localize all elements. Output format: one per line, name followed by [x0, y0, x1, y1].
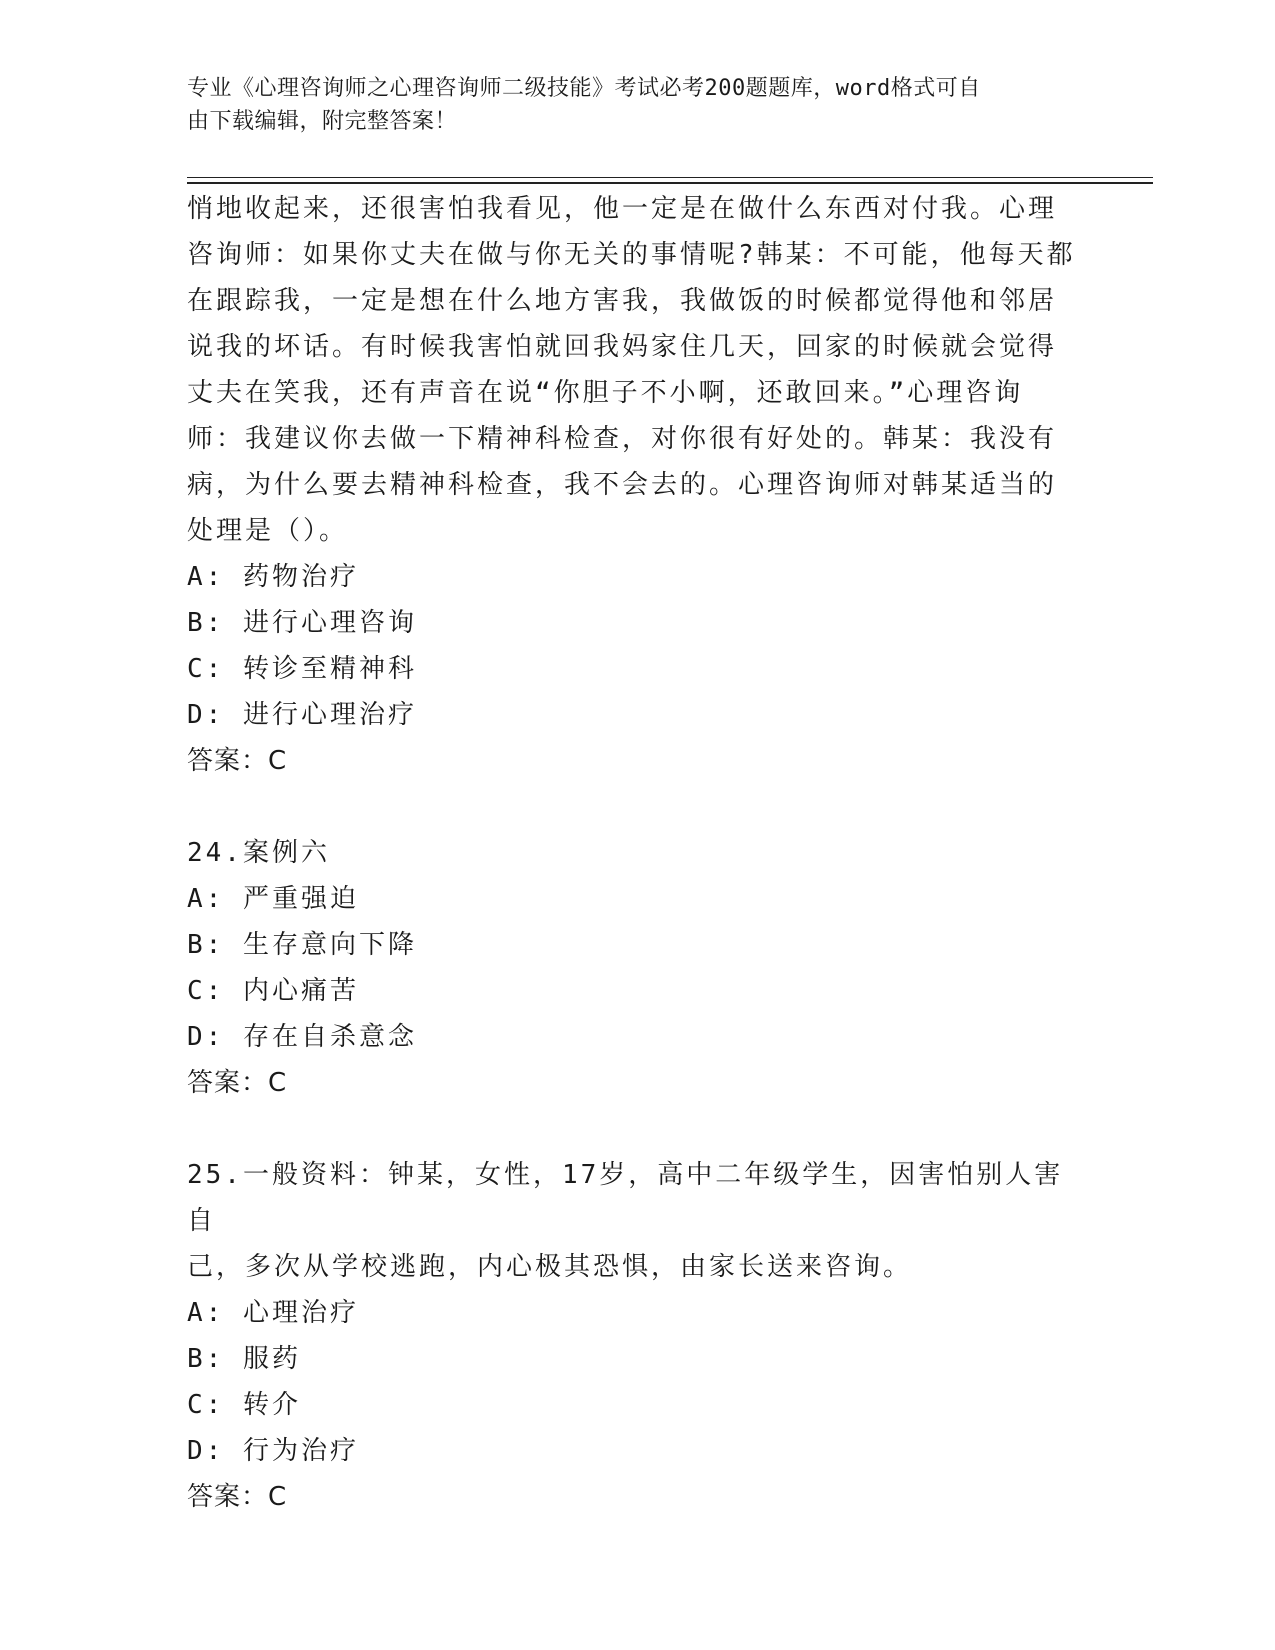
option-a: A: 严重强迫 — [187, 884, 359, 914]
question-text-line: 师：我建议你去做一下精神科检查，对你很有好处的。韩某：我没有 — [187, 424, 1058, 454]
document-body — [187, 186, 1087, 1520]
option-c: C: 转介 — [187, 1390, 301, 1420]
question-25 — [187, 1152, 1087, 1520]
option-b: B: 生存意向下降 — [187, 930, 417, 960]
answer-line: 答案：C — [187, 746, 288, 776]
question-text-line: 处理是（）。 — [187, 516, 349, 546]
question-text-line: 己，多次从学校逃跑，内心极其恐惧，由家长送来咨询。 — [187, 1252, 913, 1282]
question-text-line: 咨询师：如果你丈夫在做与你无关的事情呢?韩某：不可能，他每天都 — [187, 240, 1076, 270]
question-text-line: 病，为什么要去精神科检查，我不会去的。心理咨询师对韩某适当的 — [187, 470, 1058, 500]
option-a: A: 药物治疗 — [187, 562, 359, 592]
question-text-line: 悄地收起来，还很害怕我看见，他一定是在做什么东西对付我。心理 — [187, 194, 1058, 224]
answer-line: 答案：C — [187, 1482, 288, 1512]
question-text-line: 说我的坏话。有时候我害怕就回我妈家住几天，回家的时候就会觉得 — [187, 332, 1058, 362]
option-b: B: 服药 — [187, 1344, 301, 1374]
option-c: C: 转诊至精神科 — [187, 654, 417, 684]
option-d: D: 存在自杀意念 — [187, 1022, 417, 1052]
answer-line: 答案：C — [187, 1068, 288, 1098]
question-text-line: 丈夫在笑我，还有声音在说“你胆子不小啊，还敢回来。”心理咨询 — [187, 378, 1024, 408]
question-24 — [187, 830, 1087, 1106]
question-23 — [187, 186, 1087, 784]
option-d: D: 进行心理治疗 — [187, 700, 417, 730]
spacer — [187, 784, 1087, 830]
header-line-1: 专业《心理咨询师之心理咨询师二级技能》考试必考200题题库，word格式可自 — [187, 76, 981, 101]
question-text-line: 25.一般资料：钟某，女性，17岁，高中二年级学生，因害怕别人害自 — [187, 1160, 1064, 1236]
header-divider-thin — [187, 177, 1153, 179]
option-a: A: 心理治疗 — [187, 1298, 359, 1328]
question-text-line: 在跟踪我，一定是想在什么地方害我，我做饭的时候都觉得他和邻居 — [187, 286, 1058, 316]
spacer — [187, 1106, 1087, 1152]
page-header — [187, 72, 1067, 138]
option-c: C: 内心痛苦 — [187, 976, 359, 1006]
header-line-2: 由下载编辑，附完整答案！ — [187, 109, 458, 134]
header-divider-thick — [187, 182, 1153, 184]
option-d: D: 行为治疗 — [187, 1436, 359, 1466]
option-b: B: 进行心理咨询 — [187, 608, 417, 638]
question-title: 24.案例六 — [187, 838, 330, 868]
